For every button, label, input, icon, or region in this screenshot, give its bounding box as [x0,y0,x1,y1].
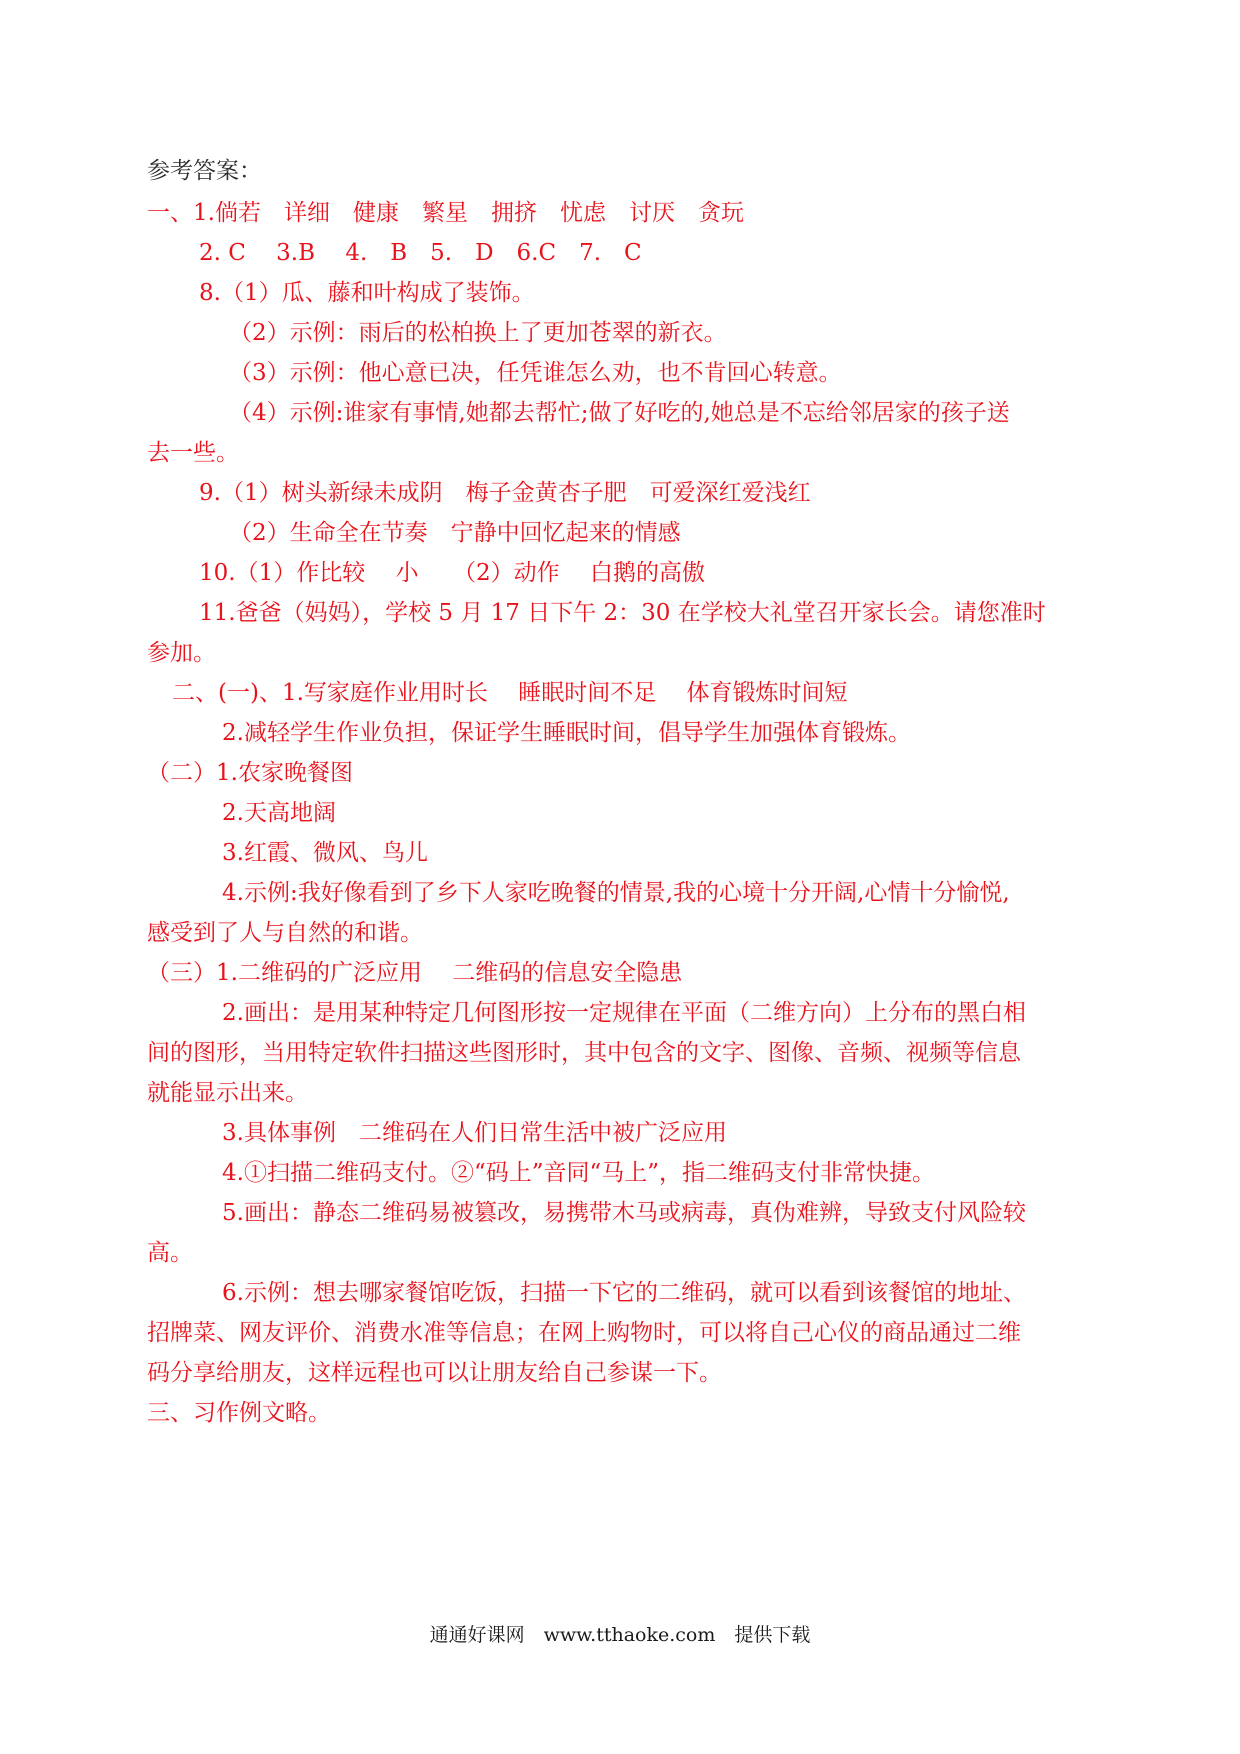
answer-line-30: 码分享给朋友，这样远程也可以让朋友给自己参谋一下。 [147,1360,722,1386]
answer-line-26: 5.画出：静态二维码易被篡改，易携带木马或病毒，真伪难辨，导致支付风险较 [222,1200,1026,1226]
answer-line-2: 2. C 3.B 4. B 5. D 6.C 7. C [199,240,642,266]
answer-line-31: 三、习作例文略。 [147,1400,331,1426]
answer-line-25: 4.①扫描二维码支付。②“码上”音同“马上”，指二维码支付非常快捷。 [222,1160,935,1186]
answer-line-9: （2）生命全在节奏 宁静中回忆起来的情感 [229,520,681,546]
answer-line-10: 10.（1）作比较 小 （2）动作 白鹅的高傲 [199,560,705,586]
answer-line-13: 二、(一)、1.写家庭作业用时长 睡眠时间不足 体育锻炼时间短 [172,680,848,706]
answer-line-22: 间的图形，当用特定软件扫描这些图形时，其中包含的文字、图像、音频、视频等信息 [147,1040,1021,1066]
answer-line-3: 8.（1）瓜、藤和叶构成了装饰。 [199,280,535,306]
answer-line-4: （2）示例：雨后的松柏换上了更加苍翠的新衣。 [229,320,727,346]
answer-line-29: 招牌菜、网友评价、消费水准等信息；在网上购物时，可以将自己心仪的商品通过二维 [147,1320,1021,1346]
answer-line-12: 参加。 [147,640,216,666]
answer-line-1: 一、1.倘若 详细 健康 繁星 拥挤 忧虑 讨厌 贪玩 [147,200,744,226]
answer-line-24: 3.具体事例 二维码在人们日常生活中被广泛应用 [222,1120,727,1146]
answer-line-16: 2.天高地阔 [222,800,336,826]
answer-line-14: 2.减轻学生作业负担，保证学生睡眠时间，倡导学生加强体育锻炼。 [222,720,911,746]
answer-line-19: 感受到了人与自然的和谐。 [147,920,423,946]
answer-line-7: 去一些。 [147,440,239,466]
answer-line-28: 6.示例：想去哪家餐馆吃饭，扫描一下它的二维码，就可以看到该餐馆的地址、 [222,1280,1026,1306]
answer-heading: 参考答案： [147,158,262,184]
download-footer: 通通好课网 www.tthaoke.com 提供下载 [429,1624,811,1646]
answer-line-18: 4.示例:我好像看到了乡下人家吃晚餐的情景,我的心境十分开阔,心情十分愉悦, [222,880,1010,906]
answer-line-5: （3）示例：他心意已决，任凭谁怎么劝，也不肯回心转意。 [229,360,842,386]
answer-line-6: （4）示例:谁家有事情,她都去帮忙;做了好吃的,她总是不忘给邻居家的孩子送 [229,400,1010,426]
answer-line-20: （三）1.二维码的广泛应用 二维码的信息安全隐患 [147,960,683,986]
answer-line-17: 3.红霞、微风、鸟儿 [222,840,428,866]
answer-line-11: 11.爸爸（妈妈），学校 5 月 17 日下午 2：30 在学校大礼堂召开家长会。请您准时 [199,600,1046,626]
answer-line-27: 高。 [147,1240,193,1266]
answer-line-23: 就能显示出来。 [147,1080,308,1106]
answer-line-8: 9.（1）树头新绿未成阴 梅子金黄杏子肥 可爱深红爱浅红 [199,480,811,506]
answer-line-21: 2.画出：是用某种特定几何图形按一定规律在平面（二维方向）上分布的黑白相 [222,1000,1026,1026]
answer-line-15: （二）1.农家晚餐图 [147,760,353,786]
